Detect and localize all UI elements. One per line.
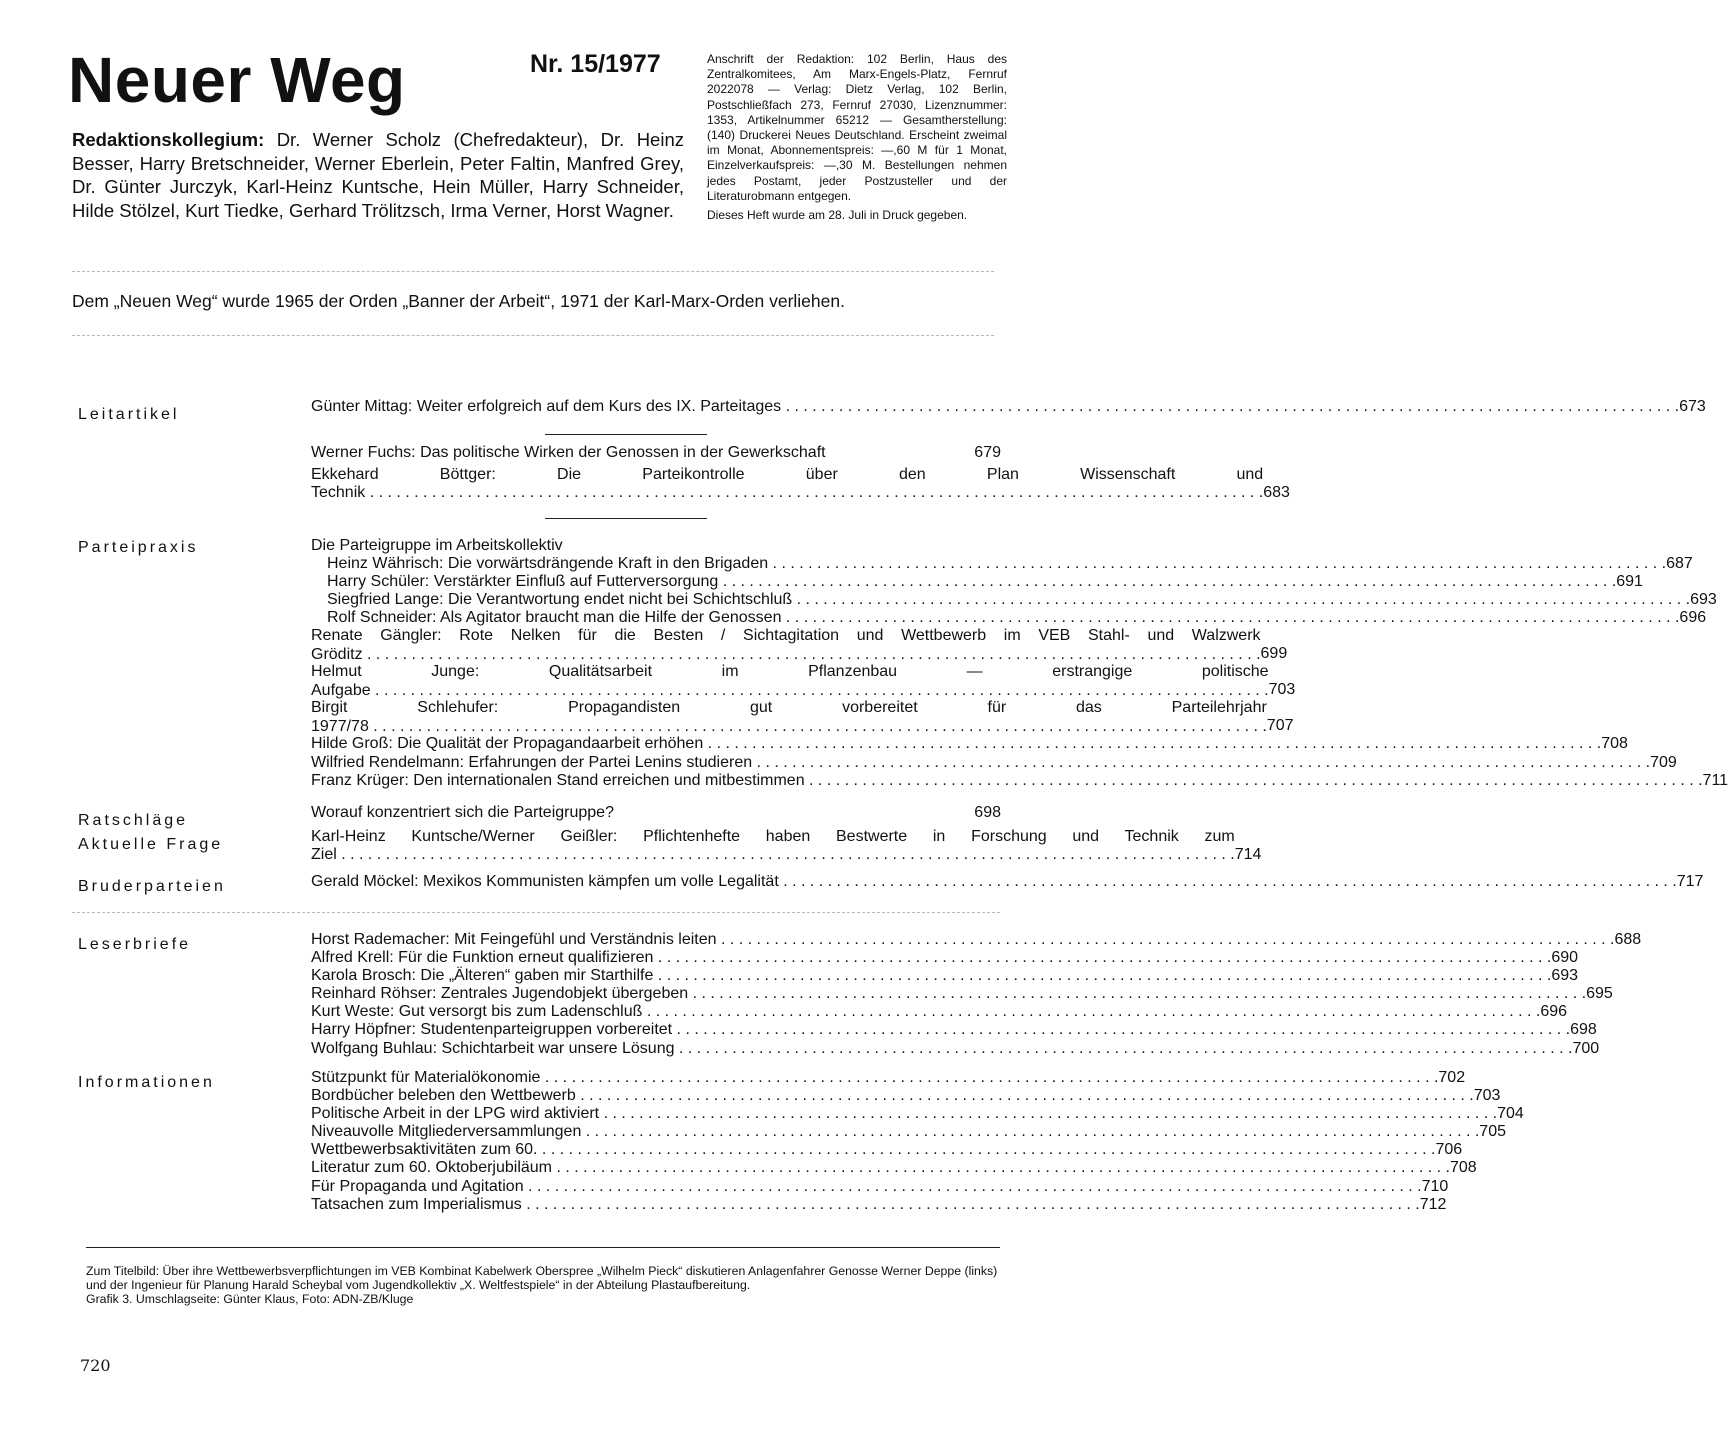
dotted-divider: [72, 335, 994, 336]
toc-entry: [311, 609, 1707, 627]
toc-entry: [311, 591, 1717, 609]
toc-entry-title: Karl-Heinz Kuntsche/Werner Geißler: Pflichtenhefte haben Bestwerte in Forschung und Technik zum Ziel . . .: [311, 828, 1235, 864]
toc-entry-page: 683: [1263, 484, 1290, 501]
toc-entry-title: Worauf konzentriert sich die Parteigruppe?: [311, 804, 614, 821]
dotted-divider: [72, 912, 1000, 913]
toc-entry: [311, 1105, 1524, 1123]
toc-entry-page: 698: [974, 804, 1001, 821]
toc-entry-title: Wettbewerbsaktivitäten zum 60. . . .: [311, 1141, 1435, 1159]
toc-entry-title: Kurt Weste: Gut versorgt bis zum Ladenschluß . . .: [311, 1003, 1540, 1021]
toc-group-title: Die Parteigruppe im Arbeitskollektiv: [311, 537, 563, 554]
cover-caption: [86, 1264, 1006, 1306]
toc-entry-page: 714: [1234, 845, 1262, 863]
toc-entry-title: Alfred Krell: Für die Funktion erneut qualifizieren . . .: [311, 949, 1551, 967]
toc-entry: [311, 1069, 1466, 1087]
toc-entry-page: 712: [1419, 1195, 1447, 1213]
toc-entry: [311, 663, 1296, 699]
toc-entry: [311, 1159, 1477, 1177]
toc-entry-page: 702: [1438, 1069, 1466, 1086]
toc-entry-title: Günter Mittag: Weiter erfolgreich auf dem Kurs des IX. Parteitages . . .: [311, 398, 1679, 416]
toc-entry-page: 705: [1479, 1123, 1506, 1141]
toc-entry: [311, 753, 1677, 772]
toc-entry-title: Werner Fuchs: Das politische Wirken der Genossen in der Gewerkschaft: [311, 444, 826, 461]
toc-entry-page: 696: [1679, 609, 1707, 627]
toc-entry-title: Politische Arbeit in der LPG wird aktiviert . . .: [311, 1105, 1497, 1123]
page-number: 720: [80, 1356, 111, 1375]
toc-entry-page: 709: [1650, 753, 1677, 771]
toc-entry-page: 693: [1690, 591, 1717, 609]
toc-entry-page: 699: [1260, 645, 1288, 663]
toc-entry-page: 704: [1497, 1105, 1524, 1123]
toc-entry-page: 688: [1614, 931, 1642, 948]
toc-entry-page: 698: [1570, 1021, 1597, 1039]
toc-entry-title: Tatsachen zum Imperialismus . . .: [311, 1196, 1420, 1214]
toc-entry-title: Wolfgang Buhlau: Schichtarbeit war unsere Lösung . . .: [311, 1040, 1572, 1058]
toc-entry-title: Birgit Schlehufer: Propagandisten gut vorbereitet für das Parteilehrjahr 1977/78 . . .: [311, 699, 1267, 735]
toc-entry: [311, 1039, 1600, 1058]
toc-group-heading: [311, 537, 1001, 555]
section-leserbriefe: Leserbriefe: [78, 936, 192, 953]
toc-entry-title: Helmut Junge: Qualitätsarbeit im Pflanzenbau — erstrangige politische Aufgabe . . .: [311, 663, 1269, 699]
toc-parteipraxis: [311, 537, 1728, 790]
toc-entry: [311, 931, 1642, 949]
editorial-board: [72, 128, 684, 222]
toc-entry: [311, 828, 1262, 864]
footer-rule: [86, 1247, 1000, 1248]
toc-entry: [311, 555, 1693, 573]
toc-entry-title: Für Propaganda und Agitation . . .: [311, 1178, 1422, 1196]
toc-entry-page: 695: [1586, 985, 1613, 1003]
issue-number: Nr. 15/1977: [530, 50, 661, 78]
address-text: Anschrift der Redaktion: 102 Berlin, Haus des Zentralkomitees, Am Marx-Engels-Platz, Fernruf 2022078 — Verlag: Dietz Verlag, 102 Berlin, Postschließfach 273, Fernruf 27030, Lizenznummer: 1353, Artikelnummer 65212 — Gesamtherstellung: (140) Druckerei Neues Deutschland. Erscheint zweimal im Monat, Abonnementspreis: —,60 M für 1 Monat, Einzelverkaufspreis: —,30 M. Bestellungen nehmen jedes Postamt, jeder Postzusteller und der Literaturobmann entgegen.: [707, 52, 1007, 203]
toc-entry-title: Harry Höpfner: Studentenparteigruppen vorbereitet . . .: [311, 1021, 1570, 1039]
toc-entry-page: 673: [1679, 398, 1706, 415]
toc-entry-title: Niveauvolle Mitgliederversammlungen . . .: [311, 1123, 1479, 1141]
toc-entry-title: Wilfried Rendelmann: Erfahrungen der Partei Lenins studieren . . .: [311, 754, 1650, 772]
toc-entry-page: 703: [1473, 1087, 1501, 1105]
toc-leitartikel: [311, 398, 1706, 416]
toc-entry-title: Bordbücher beleben den Wettbewerb . . .: [311, 1087, 1474, 1105]
section-parteipraxis: Parteipraxis: [78, 539, 199, 556]
toc-entry: [311, 627, 1288, 663]
editorial-address: [707, 52, 1007, 223]
toc-entry-title: Stützpunkt für Materialökonomie . . .: [311, 1069, 1438, 1087]
toc-entry: [311, 967, 1579, 985]
section-aktuelle-frage: Aktuelle Frage: [78, 836, 224, 853]
toc-entry-title: Ekkehard Böttger: Die Parteikontrolle über den Plan Wissenschaft und Technik . . .: [311, 466, 1263, 502]
toc-entry: [311, 985, 1613, 1003]
toc-entry-page: 690: [1551, 949, 1579, 967]
toc-entry-page: 687: [1666, 555, 1693, 573]
editorial-board-members: Dr. Werner Scholz (Chefredakteur), Dr. Heinz Besser, Harry Bretschneider, Werner Eberlein, Peter Faltin, Manfred Grey, Dr. Günter Jurczyk, Karl-Heinz Kuntsche, Hein Müller, Harry Schneider, Hilde Stölzel, Kurt Tiedke, Gerhard Trölitzsch, Irma Verner, Horst Wagner.: [72, 129, 684, 221]
toc-entry-page: 700: [1572, 1039, 1600, 1057]
toc-entry: [311, 1087, 1501, 1105]
toc-entry-title: Hilde Groß: Die Qualität der Propagandaarbeit erhöhen . . .: [311, 735, 1601, 753]
short-rule: [545, 434, 707, 435]
editorial-board-label: Redaktionskollegium:: [72, 129, 265, 150]
toc-entry: [311, 699, 1294, 735]
toc-entry-title: Franz Krüger: Den internationalen Stand erreichen und mitbestimmen . . .: [311, 772, 1703, 790]
toc-entry-title: Heinz Währisch: Die vorwärtsdrängende Kraft in den Brigaden . . .: [311, 555, 1666, 573]
toc-entry: [311, 1195, 1447, 1214]
dotted-divider: [72, 271, 994, 272]
toc-entry-page: 703: [1268, 681, 1296, 699]
toc-entry: [311, 1003, 1568, 1021]
award-notice: Dem „Neuen Weg“ wurde 1965 der Orden „Banner der Arbeit“, 1971 der Karl-Marx-Orden verliehen.: [72, 291, 845, 311]
toc-entry-title: Karola Brosch: Die „Älteren“ gaben mir Starthilfe . . .: [311, 967, 1551, 985]
toc-entry: [311, 1021, 1597, 1039]
graphic-credit: Grafik 3. Umschlagseite: Günter Klaus, Foto: ADN-ZB/Kluge: [86, 1292, 414, 1306]
toc-entry: [311, 771, 1728, 790]
toc-entry-title: Literatur zum 60. Oktoberjubiläum . . .: [311, 1159, 1450, 1177]
toc-entry: [311, 804, 1001, 822]
toc-entry: [311, 1141, 1463, 1159]
toc-entry-title: Gerald Möckel: Mexikos Kommunisten kämpfen um volle Legalität . . .: [311, 873, 1677, 891]
section-informationen: Informationen: [78, 1074, 215, 1091]
cover-caption-text: Zum Titelbild: Über ihre Wettbewerbsverpflichtungen im VEB Kombinat Kabelwerk Oberspree „Wilhelm Pieck“ diskutieren Anlagenfahrer Genosse Werner Deppe (links) und der Ingenieur für Planung Harald Scheybal vom Jugendkollektiv „X. Weltfestspiele“ in der Abteilung Plastaufbereitung.: [86, 1264, 998, 1292]
section-leitartikel: Leitartikel: [78, 406, 180, 423]
toc-leserbriefe: [311, 931, 1642, 1058]
toc-entry-page: 717: [1676, 873, 1704, 890]
toc-entry-page: 710: [1421, 1177, 1449, 1195]
section-ratschlaege: Ratschläge: [78, 812, 189, 829]
toc-entry: [311, 1177, 1449, 1196]
toc-entry-title: Harry Schüler: Verstärkter Einfluß auf Futterversorgung . . .: [311, 573, 1616, 591]
toc-entry-page: 696: [1540, 1003, 1568, 1021]
toc-entry-page: 693: [1551, 967, 1579, 985]
print-date-note: Dieses Heft wurde am 28. Juli in Druck gegeben.: [707, 208, 968, 223]
toc-entry: [311, 398, 1706, 416]
toc-entry: [311, 1123, 1506, 1141]
toc-entry-page: 707: [1266, 717, 1294, 735]
toc-lead-articles: [311, 444, 1290, 502]
toc-entry-title: Siegfried Lange: Die Verantwortung endet nicht bei Schichtschluß . . .: [311, 591, 1690, 609]
toc-entry-title: Reinhard Röhser: Zentrales Jugendobjekt übergeben . . .: [311, 985, 1586, 1003]
toc-entry-page: 691: [1616, 573, 1643, 591]
section-bruderparteien: Bruderparteien: [78, 878, 226, 895]
toc-entry: [311, 873, 1704, 891]
toc-entry-page: 711: [1702, 771, 1728, 789]
toc-informationen: [311, 1069, 1524, 1214]
toc-entry: [311, 735, 1628, 753]
toc-entry-page: 679: [974, 444, 1001, 461]
toc-entry: [311, 444, 1001, 462]
toc-entry-page: 706: [1435, 1141, 1463, 1159]
magazine-title: Neuer Weg: [68, 44, 406, 116]
toc-entry: [311, 466, 1290, 502]
toc-aktuelle-frage: [311, 828, 1262, 864]
toc-entry-page: 708: [1449, 1159, 1477, 1177]
toc-entry-title: Rolf Schneider: Als Agitator braucht man die Hilfe der Genossen . . .: [311, 609, 1679, 627]
toc-entry-page: 708: [1601, 735, 1628, 753]
toc-entry-title: Renate Gängler: Rote Nelken für die Besten / Sichtagitation und Wettbewerb im VEB Stahl- und Walzwerk Gröditz . . .: [311, 627, 1261, 663]
toc-bruderparteien: [311, 873, 1704, 891]
toc-ratschlaege: [311, 804, 1001, 822]
toc-entry: [311, 949, 1579, 967]
toc-entry-title: Horst Rademacher: Mit Feingefühl und Verständnis leiten . . .: [311, 931, 1615, 949]
short-rule: [545, 518, 707, 519]
toc-entry: [311, 573, 1643, 591]
